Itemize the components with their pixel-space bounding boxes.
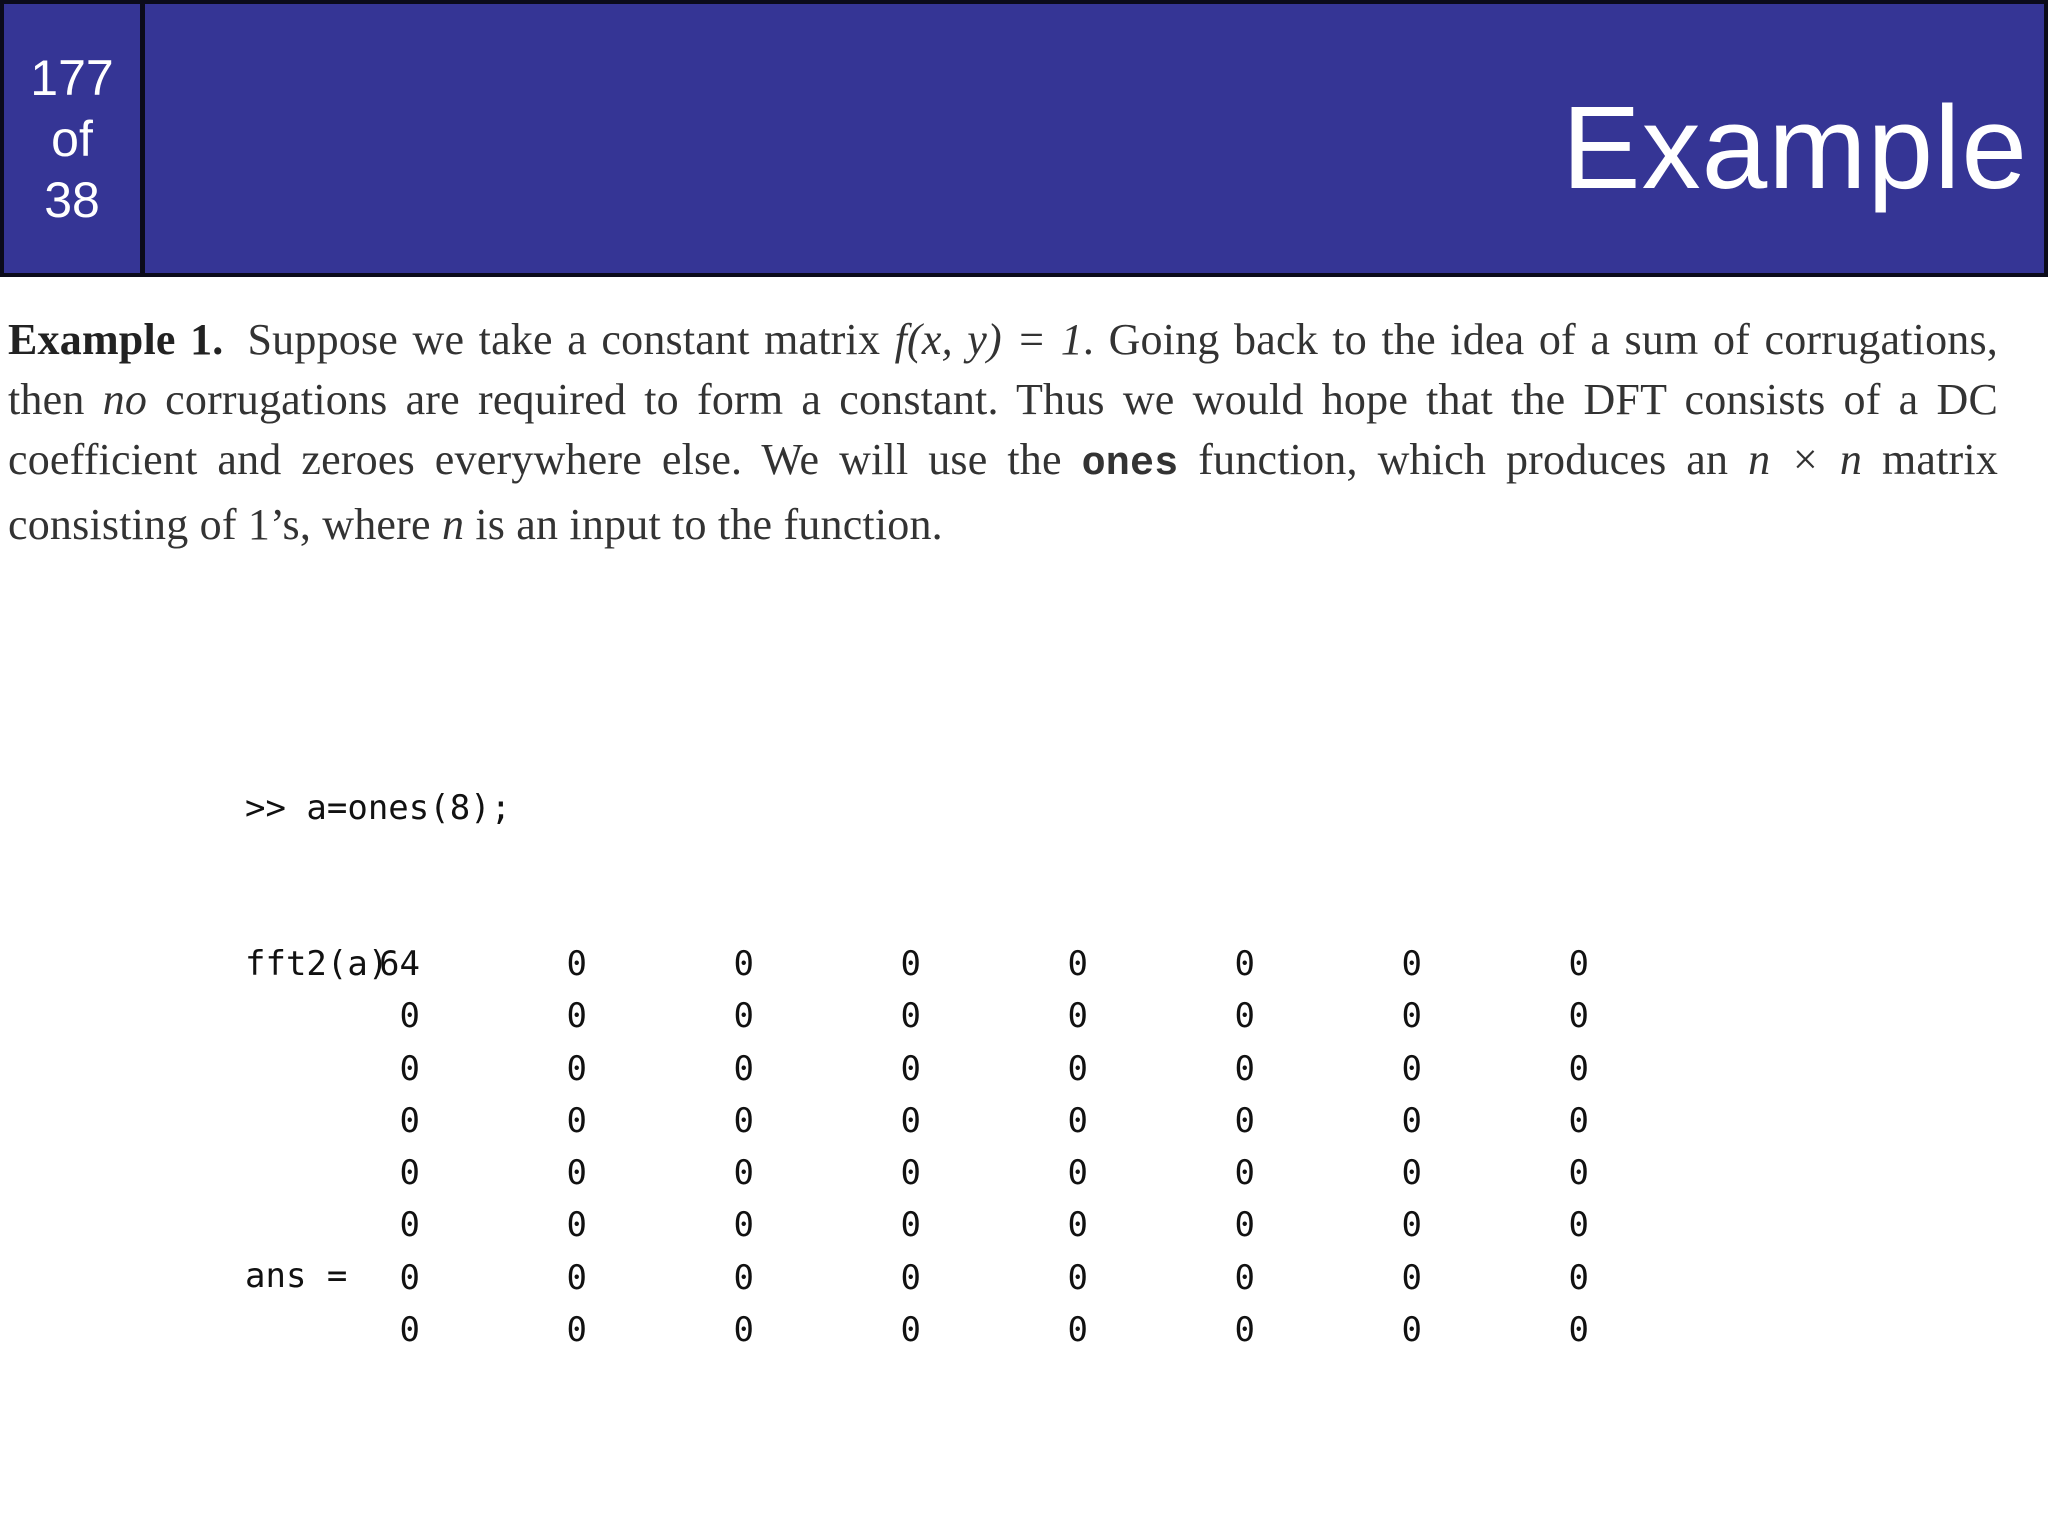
matrix-cell: 0 — [900, 1048, 921, 1089]
matrix-cell: 0 — [1234, 1257, 1255, 1298]
slide-title: Example — [1561, 82, 2028, 214]
matrix-cell: 0 — [900, 1257, 921, 1298]
matrix-cell: 0 — [1067, 1153, 1088, 1194]
matrix-row — [300, 1304, 1600, 1356]
matrix-cell: 0 — [1067, 944, 1088, 984]
paragraph-text-3: corrugations are required to form a constant. Thus we would hope that the DFT consists of a DC coefficient and zeroes everywhere else. We will use the — [8, 375, 1998, 484]
matrix-cell: 0 — [566, 1310, 587, 1351]
matrix-cell: 0 — [733, 1048, 754, 1089]
matrix-row — [300, 1043, 1600, 1095]
matrix-cell: 0 — [566, 1257, 587, 1298]
matrix-cell: 0 — [1401, 1048, 1422, 1089]
matrix-row — [300, 990, 1600, 1042]
matrix-cell: 0 — [1401, 1153, 1422, 1194]
code-line-command: >> a=ones(8); — [245, 788, 512, 828]
matrix-cell: 0 — [399, 1153, 420, 1194]
matrix-cell: 0 — [733, 1205, 754, 1246]
matrix-row — [300, 1147, 1600, 1199]
paragraph-text-6: is an input to the function. — [464, 500, 943, 549]
matrix-cell: 0 — [1067, 996, 1088, 1037]
matrix-cell: 0 — [566, 996, 587, 1037]
matrix-cell: 0 — [1401, 1257, 1422, 1298]
matrix-cell: 0 — [1234, 944, 1255, 984]
matrix-cell: 0 — [399, 1100, 420, 1141]
matrix-row — [300, 1199, 1600, 1251]
matrix-cell: 0 — [1401, 1100, 1422, 1141]
paragraph-text-4: function, which produces an — [1178, 435, 1749, 484]
matrix-cell: 0 — [1067, 1048, 1088, 1089]
matrix-cell: 0 — [1568, 1153, 1589, 1194]
matrix-cell: 0 — [1067, 1100, 1088, 1141]
matrix-cell: 0 — [1568, 1100, 1589, 1141]
slide-counter-word: of — [51, 111, 93, 167]
matrix-cell: 0 — [1234, 1310, 1255, 1351]
matrix-cell: 0 — [1568, 996, 1589, 1037]
header-bar — [0, 0, 2048, 277]
matrix-cell: 0 — [900, 996, 921, 1037]
matrix-cell: 0 — [566, 1205, 587, 1246]
matrix-cell: 0 — [1401, 1205, 1422, 1246]
matrix-cell: 0 — [399, 996, 420, 1037]
math-f-xy: f(x, y) = 1 — [894, 315, 1083, 364]
matrix-cell: 0 — [900, 1100, 921, 1141]
math-n-by-n: n × n — [1748, 435, 1863, 484]
matrix-cell: 0 — [900, 1205, 921, 1246]
paragraph-text-2: . Going back to the idea of a sum of corrugations, then — [8, 315, 1998, 424]
matrix-cell: 0 — [1067, 1257, 1088, 1298]
matrix-cell: 0 — [1568, 1257, 1589, 1298]
matrix-cell: 0 — [1234, 1205, 1255, 1246]
code-line-ans: ans = — [245, 1256, 348, 1296]
matrix-cell: 64 — [379, 944, 420, 984]
matrix-cell: 0 — [566, 1153, 587, 1194]
emphasis-no: no — [102, 375, 148, 424]
matrix-cell: 0 — [1234, 1048, 1255, 1089]
matrix-cell: 0 — [1067, 1310, 1088, 1351]
matrix-cell: 0 — [399, 1205, 420, 1246]
matrix-row — [300, 1095, 1600, 1147]
matrix-cell: 0 — [1234, 996, 1255, 1037]
matrix-cell: 0 — [1401, 944, 1422, 984]
matrix-cell: 0 — [566, 1048, 587, 1089]
matrix-cell: 0 — [399, 1048, 420, 1089]
matrix-cell: 0 — [733, 1100, 754, 1141]
matrix-cell: 0 — [900, 1310, 921, 1351]
matrix-cell: 0 — [733, 1257, 754, 1298]
example-label: Example 1. — [8, 315, 224, 364]
paragraph-text-5: matrix consisting of 1’s, where — [8, 435, 1999, 549]
matrix-cell: 0 — [399, 1310, 420, 1351]
paragraph-text-1: Suppose we take a constant matrix — [247, 315, 895, 364]
example-paragraph — [8, 310, 1998, 555]
slide-counter-current: 177 — [30, 50, 114, 106]
code-word-ones: ones — [1081, 442, 1179, 487]
matrix-cell: 0 — [1234, 1153, 1255, 1194]
matrix-cell: 0 — [1568, 1205, 1589, 1246]
result-matrix — [300, 938, 1600, 1356]
matrix-cell: 0 — [1568, 1310, 1589, 1351]
matrix-cell: 0 — [566, 1100, 587, 1141]
matrix-cell: 0 — [733, 944, 754, 984]
slide-counter — [4, 4, 145, 273]
matrix-cell: 0 — [900, 944, 921, 984]
matrix-cell: 0 — [566, 944, 587, 984]
matrix-cell: 0 — [1234, 1100, 1255, 1141]
matrix-cell: 0 — [733, 1153, 754, 1194]
code-line-fft2: fft2(a) — [245, 944, 389, 984]
math-n: n — [441, 500, 465, 549]
matrix-cell: 0 — [1067, 1205, 1088, 1246]
matrix-cell: 0 — [900, 1153, 921, 1194]
matrix-cell: 0 — [1401, 996, 1422, 1037]
matrix-cell: 0 — [399, 1257, 420, 1298]
matrix-row — [300, 938, 1600, 990]
matrix-row — [300, 1252, 1600, 1304]
matrix-cell: 0 — [1568, 1048, 1589, 1089]
matrix-cell: 0 — [733, 996, 754, 1037]
matrix-cell: 0 — [1568, 944, 1589, 984]
matrix-cell: 0 — [1401, 1310, 1422, 1351]
slide-counter-total: 38 — [44, 172, 100, 228]
matrix-cell: 0 — [733, 1310, 754, 1351]
